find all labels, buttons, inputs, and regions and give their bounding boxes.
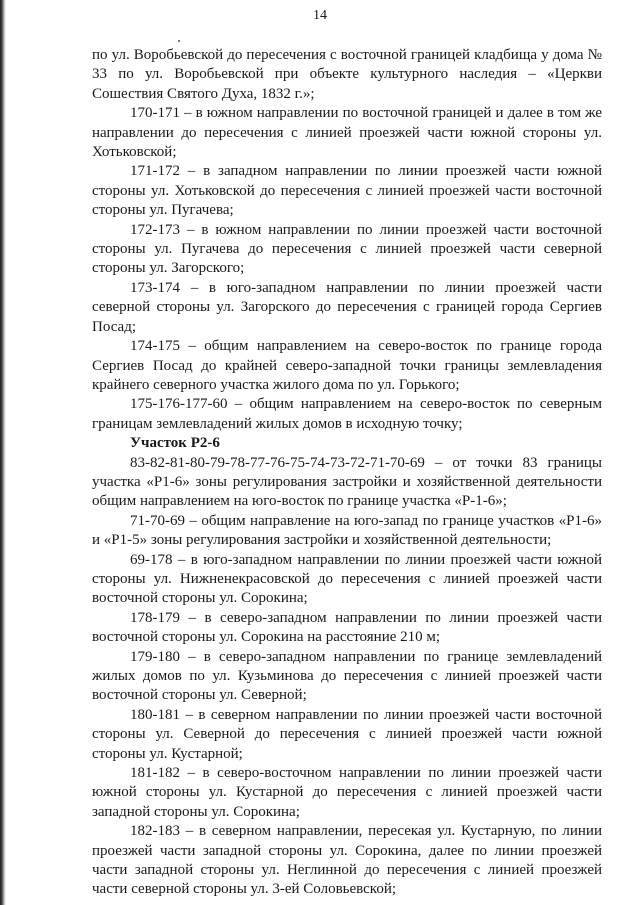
paragraph: по ул. Воробьевской до пересечения с восточной границей кладбища у дома № 33 по ул. Воробьевской при объекте культурного наследия – «Церкви Сошествия Святого Духа, 1832 г.»; [92,47,602,102]
paragraph: 171-172 – в западном направлении по линии проезжей части южной стороны ул. Хотьковской до пересечения с линией проезжей части восточной стороны ул. Пугачева; [92,163,602,219]
paragraph: 181-182 – в северо-восточном направлении по линии проезжей части южной стороны ул. Кустарной до пересечения с линией проезжей части западной стороны ул. Сорокина; [92,765,602,820]
scan-shadow-edge [0,0,6,905]
paragraph: 179-180 – в северо-западном направлении по границе землевладений жилых домов по ул. Кузьминова до пересечения с линией проезжей части восточной стороны ул. Северной; [92,648,602,704]
paragraph: 175-176-177-60 – общим направлением на северо-восток по северным границам землевладений жилых домов в исходную точку; [92,396,602,432]
section-heading: Участок Р2-6 [130,435,220,452]
paragraph: 173-174 – в юго-западном направлении по линии проезжей части северной стороны ул. Загорского до пересечения с границей города Сергиев Посад; [92,279,602,335]
paragraph: 170-171 – в южном направлении по восточной границей и далее в том же направлении до пересечения с линией проезжей части южной стороны ул. Хотьковской; [92,105,602,161]
paragraph: 172-173 – в южном направлении по линии проезжей части восточной стороны ул. Пугачева до пересечения с линией проезжей части северной стороны ул. Загорского; [92,221,602,277]
paragraph: 71-70-69 – общим направление на юго-запад по границе участков «Р1-6» и «Р1-5» зоны регулирования застройки и хозяйственной деятельности; [92,512,602,549]
paragraph: 174-175 – общим направлением на северо-восток по границе города Сергиев Посад до крайней северо-западной точки границы землевладения крайнего северного участка жилого дома по ул. Горького; [92,338,602,393]
paragraph: 178-179 – в северо-западном направлении по линии проезжей части восточной стороны ул. Сорокина на расстояние 210 м; [92,609,602,646]
page-number: 14 [313,8,327,23]
paragraph: 83-82-81-80-79-78-77-76-75-74-73-72-71-70-69 – от точки 83 границы участка «Р1-6» зоны регулирования застройки и хозяйственной деятельности общим направлением на юго-восток по границе участка «Р-1-6»; [92,454,602,510]
paragraph: 69-178 – в юго-западном направлении по линии проезжей части южной стороны ул. Нижненекрасовской до пересечения с линией проезжей части восточной стороны ул. Сорокина; [92,551,602,607]
document-body [92,46,602,900]
scan-speck [178,40,180,42]
paragraph: 182-183 – в северном направлении, пересекая ул. Кустарную, по линии проезжей части западной стороны ул. Сорокина, далее по линии проезжей части западной стороны ул. Неглинной до пересечения с линией проезжей части северной стороны ул. 3-ей Соловьевской; [92,823,602,898]
paragraph: 180-181 – в северном направлении по линии проезжей части восточной стороны ул. Северной до пересечения с линией проезжей части южной стороны ул. Кустарной; [92,706,602,762]
